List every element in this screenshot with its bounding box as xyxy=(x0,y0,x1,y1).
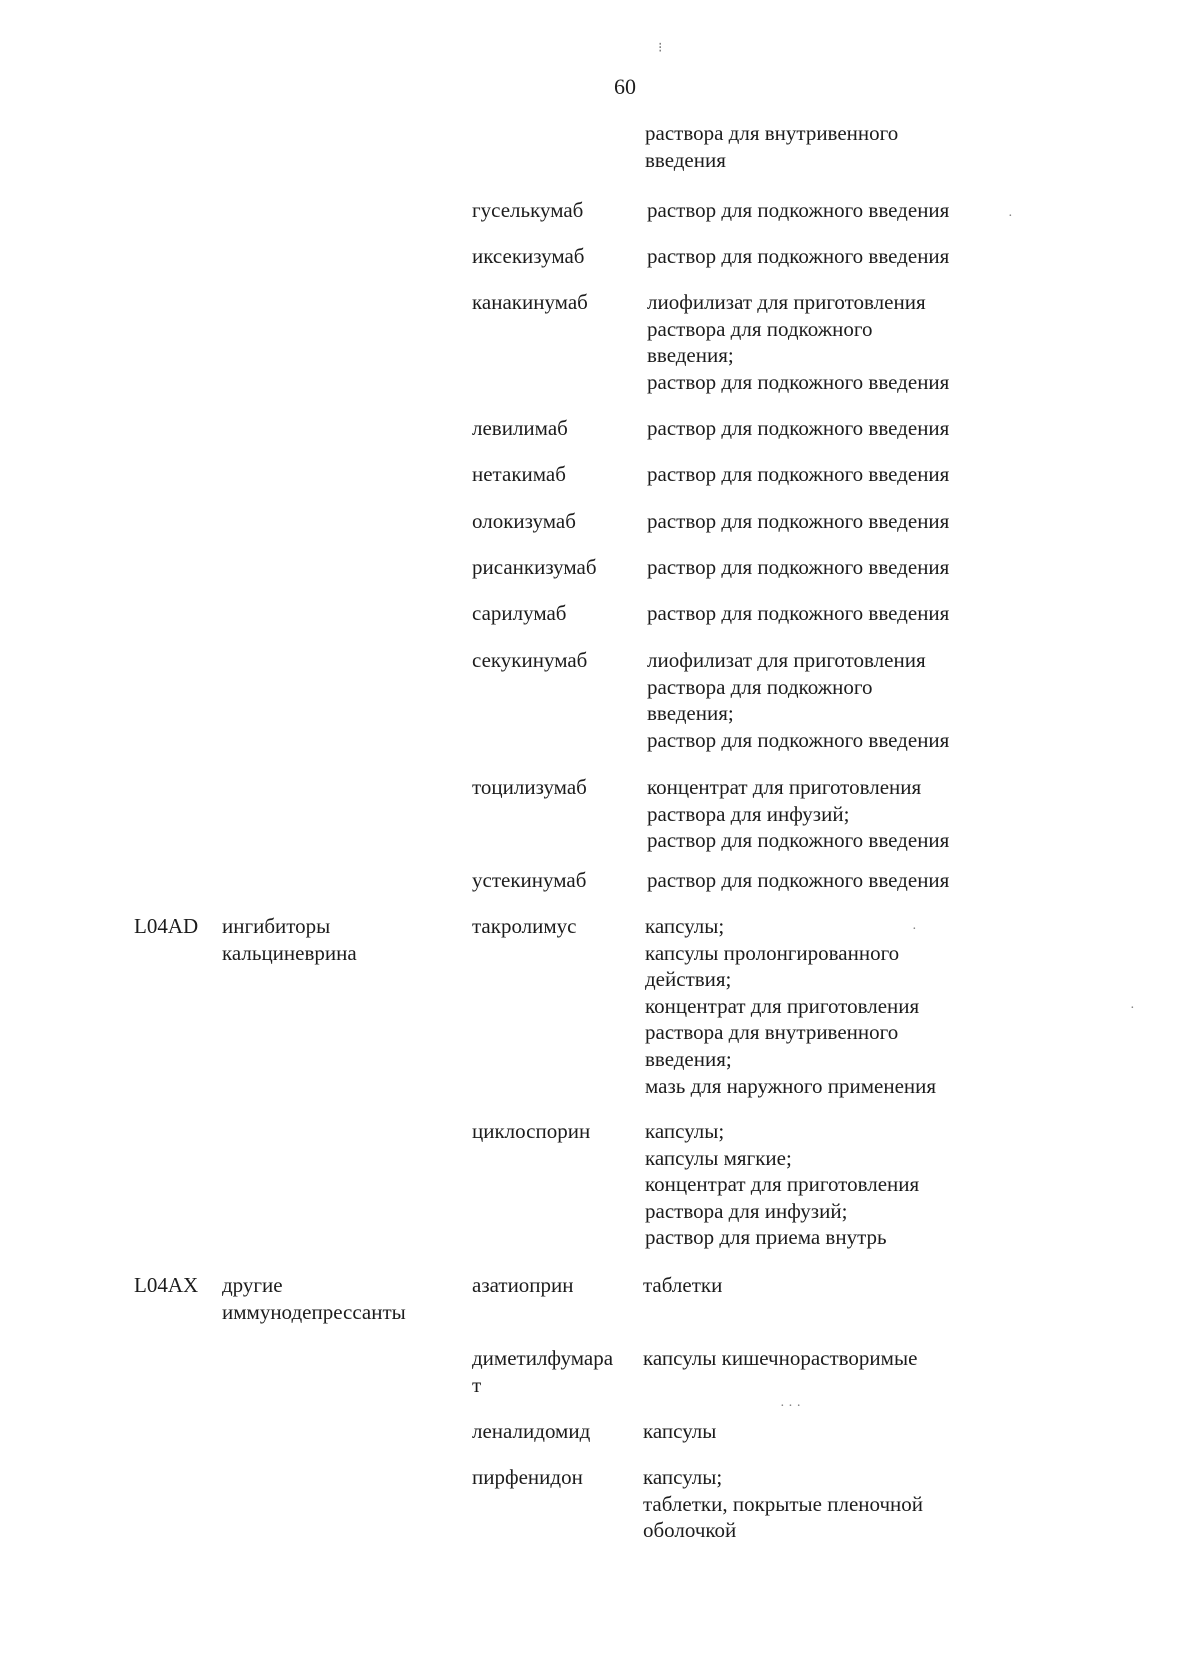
dosage-form-line: капсулы кишечнорастворимые xyxy=(643,1346,918,1370)
dosage-form-line: введения; xyxy=(647,343,734,368)
dosage-form-line: раствора для внутривенного xyxy=(645,121,899,145)
dosage-form-line: лиофилизат для приготовления xyxy=(647,648,926,672)
scan-speck: · · · xyxy=(780,1399,801,1414)
dosage-form-line: раствор для подкожного введения xyxy=(647,868,950,892)
dosage-form-line: раствора для инфузий; xyxy=(647,801,850,826)
dosage-form-line: введения; xyxy=(645,1046,732,1071)
dosage-form-line: капсулы пролонгированного xyxy=(645,940,900,965)
drug-name: пирфенидон xyxy=(472,1465,583,1489)
dosage-form-line: капсулы; xyxy=(645,1119,725,1143)
dosage-forms xyxy=(647,647,949,753)
dosage-form-line: раствор для подкожного введения xyxy=(647,369,950,394)
dosage-form-line: раствор для подкожного введения xyxy=(647,555,950,579)
dosage-forms xyxy=(647,197,949,224)
dosage-form-line: таблетки xyxy=(643,1273,723,1297)
drug-name: леналидомид xyxy=(472,1419,591,1443)
dosage-form-line: раствор для приема внутрь xyxy=(645,1225,887,1250)
dosage-forms xyxy=(647,461,949,488)
drug-name: иксекизумаб xyxy=(472,244,585,268)
dosage-forms xyxy=(647,289,949,395)
dosage-form-line: раствора для внутривенного xyxy=(645,1020,899,1045)
dosage-form-line: раствор для подкожного введения xyxy=(647,601,950,625)
dosage-form-line: раствора для инфузий; xyxy=(645,1198,848,1223)
dosage-forms xyxy=(643,1345,917,1372)
dosage-form-line: лиофилизат для приготовления xyxy=(647,290,926,314)
dosage-form-line: действия; xyxy=(645,967,732,992)
dosage-forms xyxy=(643,1464,923,1544)
dosage-forms xyxy=(647,415,949,442)
dosage-forms xyxy=(643,1418,716,1445)
continued-dosage-forms xyxy=(645,120,898,173)
dosage-form-line: раствор для подкожного введения xyxy=(647,727,950,752)
dosage-forms xyxy=(647,867,949,894)
page-number: 60 xyxy=(614,74,636,99)
dosage-form-line: капсулы; xyxy=(643,1465,723,1489)
drug-name: нетакимаб xyxy=(472,462,566,486)
drug-name: азатиоприн xyxy=(472,1273,574,1297)
drug-name: канакинумаб xyxy=(472,290,588,314)
dosage-form-line: концентрат для приготовления xyxy=(645,1172,920,1197)
scan-speck: · xyxy=(912,922,917,937)
drug-name: олокизумаб xyxy=(472,509,576,533)
dosage-forms xyxy=(647,774,949,854)
dosage-form-line: таблетки, покрытые пленочной xyxy=(643,1491,924,1516)
dosage-form-line: капсулы мягкие; xyxy=(645,1145,792,1170)
drug-name: сарилумаб xyxy=(472,601,567,625)
drug-name: циклоспорин xyxy=(472,1119,591,1143)
dosage-form-line: раствора для подкожного xyxy=(647,674,873,699)
dosage-forms xyxy=(645,913,936,1099)
dosage-forms xyxy=(647,600,949,627)
drug-name: секукинумаб xyxy=(472,648,588,672)
dosage-form-line: концентрат для приготовления xyxy=(647,775,922,799)
dosage-form-line: капсулы; xyxy=(645,914,725,938)
dosage-form-line: мазь для наружного применения xyxy=(645,1073,937,1098)
atc-group-name: другие иммунодепрессанты xyxy=(222,1273,406,1324)
dosage-forms xyxy=(645,1118,919,1251)
scan-speck: · xyxy=(1008,209,1013,224)
atc-code: L04AD xyxy=(134,914,199,938)
atc-code: L04AX xyxy=(134,1273,199,1297)
dosage-form-line: введения; xyxy=(647,701,734,726)
scan-speck: ⁝ xyxy=(658,41,663,56)
drug-name: такролимус xyxy=(472,914,577,938)
dosage-form-line: раствор для подкожного введения xyxy=(647,509,950,533)
drug-name: устекинумаб xyxy=(472,868,587,892)
drug-name: рисанкизумаб xyxy=(472,555,597,579)
dosage-forms xyxy=(647,508,949,535)
drug-name: тоцилизумаб xyxy=(472,775,587,799)
dosage-form-line: введения xyxy=(645,147,726,172)
dosage-form-line: капсулы xyxy=(643,1419,717,1443)
dosage-form-line: концентрат для приготовления xyxy=(645,993,920,1018)
dosage-form-line: оболочкой xyxy=(643,1518,737,1543)
dosage-form-line: раствор для подкожного введения xyxy=(647,198,950,222)
drug-name: левилимаб xyxy=(472,416,568,440)
drug-name: гуселькумаб xyxy=(472,198,584,222)
scan-speck: · xyxy=(1130,1001,1135,1016)
dosage-form-line: раствора для подкожного xyxy=(647,316,873,341)
dosage-form-line: раствор для подкожного введения xyxy=(647,462,950,486)
dosage-forms xyxy=(647,554,949,581)
dosage-form-line: раствор для подкожного введения xyxy=(647,416,950,440)
dosage-forms xyxy=(647,243,949,270)
dosage-form-line: раствор для подкожного введения xyxy=(647,244,950,268)
dosage-forms xyxy=(643,1272,722,1299)
dosage-form-line: раствор для подкожного введения xyxy=(647,828,950,853)
drug-name: диметилфумара т xyxy=(472,1346,614,1397)
atc-group-name: ингибиторы кальциневрина xyxy=(222,914,357,965)
